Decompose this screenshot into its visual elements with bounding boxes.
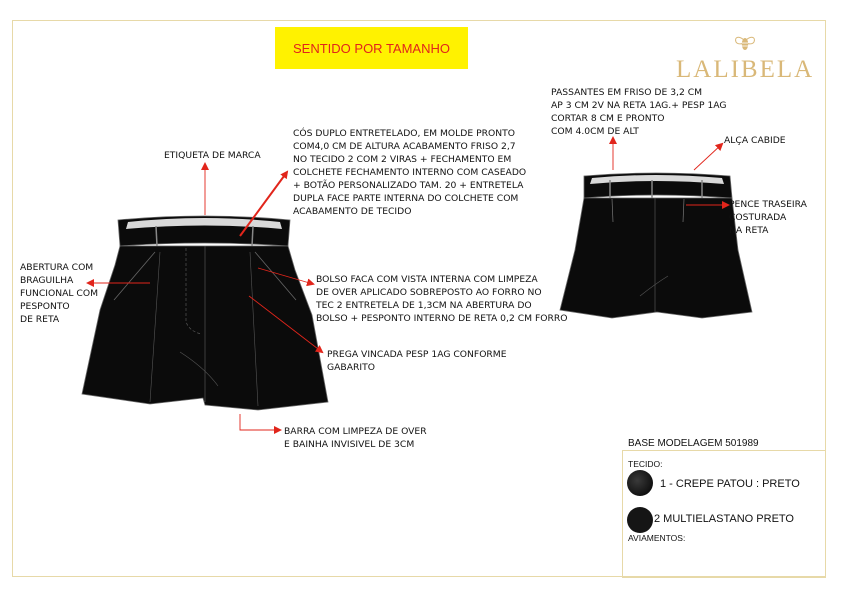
label-alca: ALÇA CABIDE xyxy=(724,135,786,146)
label-etiqueta: ETIQUETA DE MARCA xyxy=(164,150,261,161)
back-shorts-illustration xyxy=(560,173,752,318)
label-passantes: PASSANTES EM FRISO DE 3,2 CM AP 3 CM 2V NA RETA 1AG.+ PESP 1AG CORTAR 8 CM E PRONTO COM 4.0CM DE ALT xyxy=(551,87,727,137)
fabric-name-1: 1 - CREPE PATOU : PRETO xyxy=(660,478,800,490)
banner-text: SENTIDO POR TAMANHO xyxy=(293,40,450,56)
base-modelagem-label: BASE MODELAGEM 501989 xyxy=(628,438,759,449)
label-abertura: ABERTURA COM BRAGUILHA FUNCIONAL COM PESPONTO DE RETA xyxy=(20,262,99,325)
fabric-swatch-1 xyxy=(627,470,653,496)
fabric-swatch-2 xyxy=(627,507,653,533)
tecido-label: TECIDO: xyxy=(628,459,663,469)
label-bolso: BOLSO FACA COM VISTA INTERNA COM LIMPEZA DE OVER APLICADO SOBREPOSTO AO FORRO NO TEC 2 ENTRETELA DE 1,3CM NA ABERTURA DO BOLSO + PESPONTO INTERNO DE RETA 0,2 CM FORRO xyxy=(316,274,568,324)
fabric-name-2: 2 MULTIELASTANO PRETO xyxy=(654,513,794,525)
label-pence: PENCE TRASEIRA COSTURADA NA RETA xyxy=(729,199,807,236)
front-shorts-illustration xyxy=(82,216,328,410)
label-cos: CÓS DUPLO ENTRETELADO, EM MOLDE PRONTO COM4,0 CM DE ALTURA ACABAMENTO FRISO 2,7 NO TECIDO 2 COM 2 VIRAS + FECHAMENTO EM COLCHETE FECHAMENTO INTERNO COM CASEADO + BOTÃO PERSONALIZADO TAM. 20 + ENTRETELA DUPLA FACE PARTE INTERNA DO COLCHETE COM ACABAMENTO DE TECIDO xyxy=(293,128,527,217)
aviamentos-label: AVIAMENTOS: xyxy=(628,533,686,543)
label-barra: BARRA COM LIMPEZA DE OVER E BAINHA INVISIVEL DE 3CM xyxy=(284,426,427,450)
brand-logo: LALIBELA xyxy=(676,56,815,83)
label-prega: PREGA VINCADA PESP 1AG CONFORME GABARITO xyxy=(327,349,507,373)
